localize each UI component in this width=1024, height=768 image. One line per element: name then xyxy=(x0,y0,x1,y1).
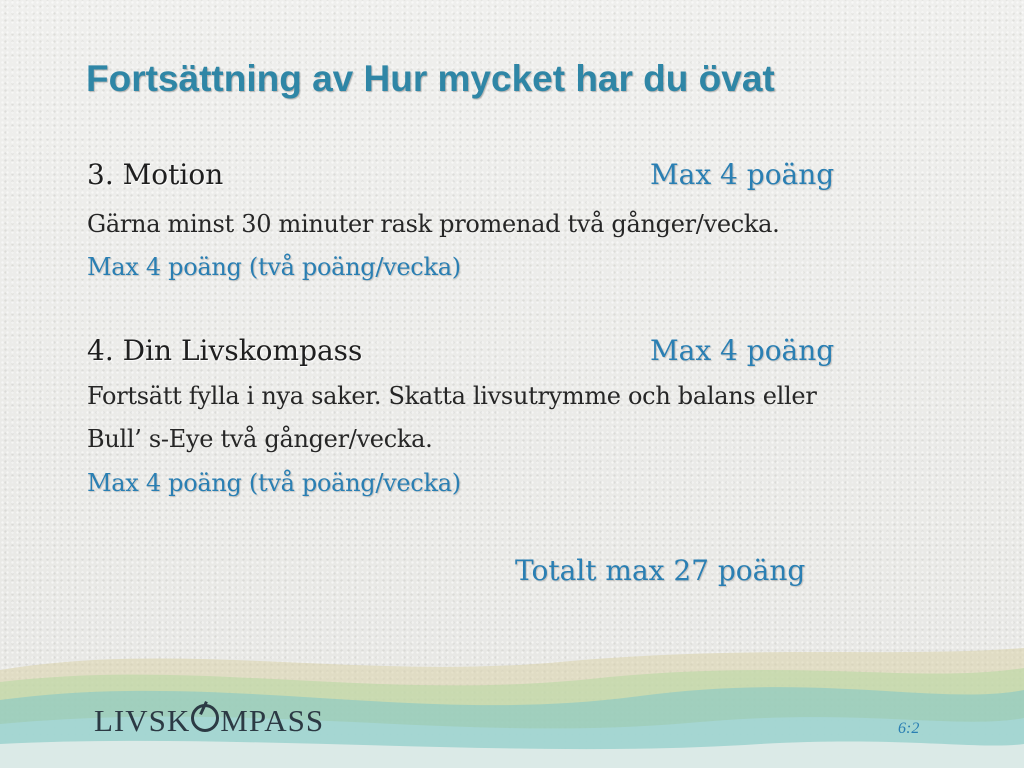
logo-text-start: LIVSK xyxy=(94,703,191,738)
section-livskompass-text-line-1: Fortsätt fylla i nya saker. Skatta livsutrymme och balans eller xyxy=(87,382,817,410)
section-livskompass-max: Max 4 poäng xyxy=(650,334,835,367)
section-motion-text: Gärna minst 30 minuter rask promenad två gånger/vecka. xyxy=(87,210,780,238)
section-livskompass-text-line-2: Bull’ s-Eye två gånger/vecka. xyxy=(87,425,433,453)
section-motion-heading: 3. Motion xyxy=(87,158,224,191)
section-livskompass-heading: 4. Din Livskompass xyxy=(87,334,363,367)
page-number: 6:2 xyxy=(898,720,920,737)
logo-text-end: MPASS xyxy=(220,703,325,738)
livskompass-logo xyxy=(94,703,324,739)
slide-title: Fortsättning av Hur mycket har du övat xyxy=(86,58,775,99)
section-motion-max: Max 4 poäng xyxy=(650,158,835,191)
total-points: Totalt max 27 poäng xyxy=(515,554,806,587)
compass-icon xyxy=(191,704,219,732)
section-livskompass-points: Max 4 poäng (två poäng/vecka) xyxy=(87,469,461,497)
section-motion-points: Max 4 poäng (två poäng/vecka) xyxy=(87,253,461,281)
